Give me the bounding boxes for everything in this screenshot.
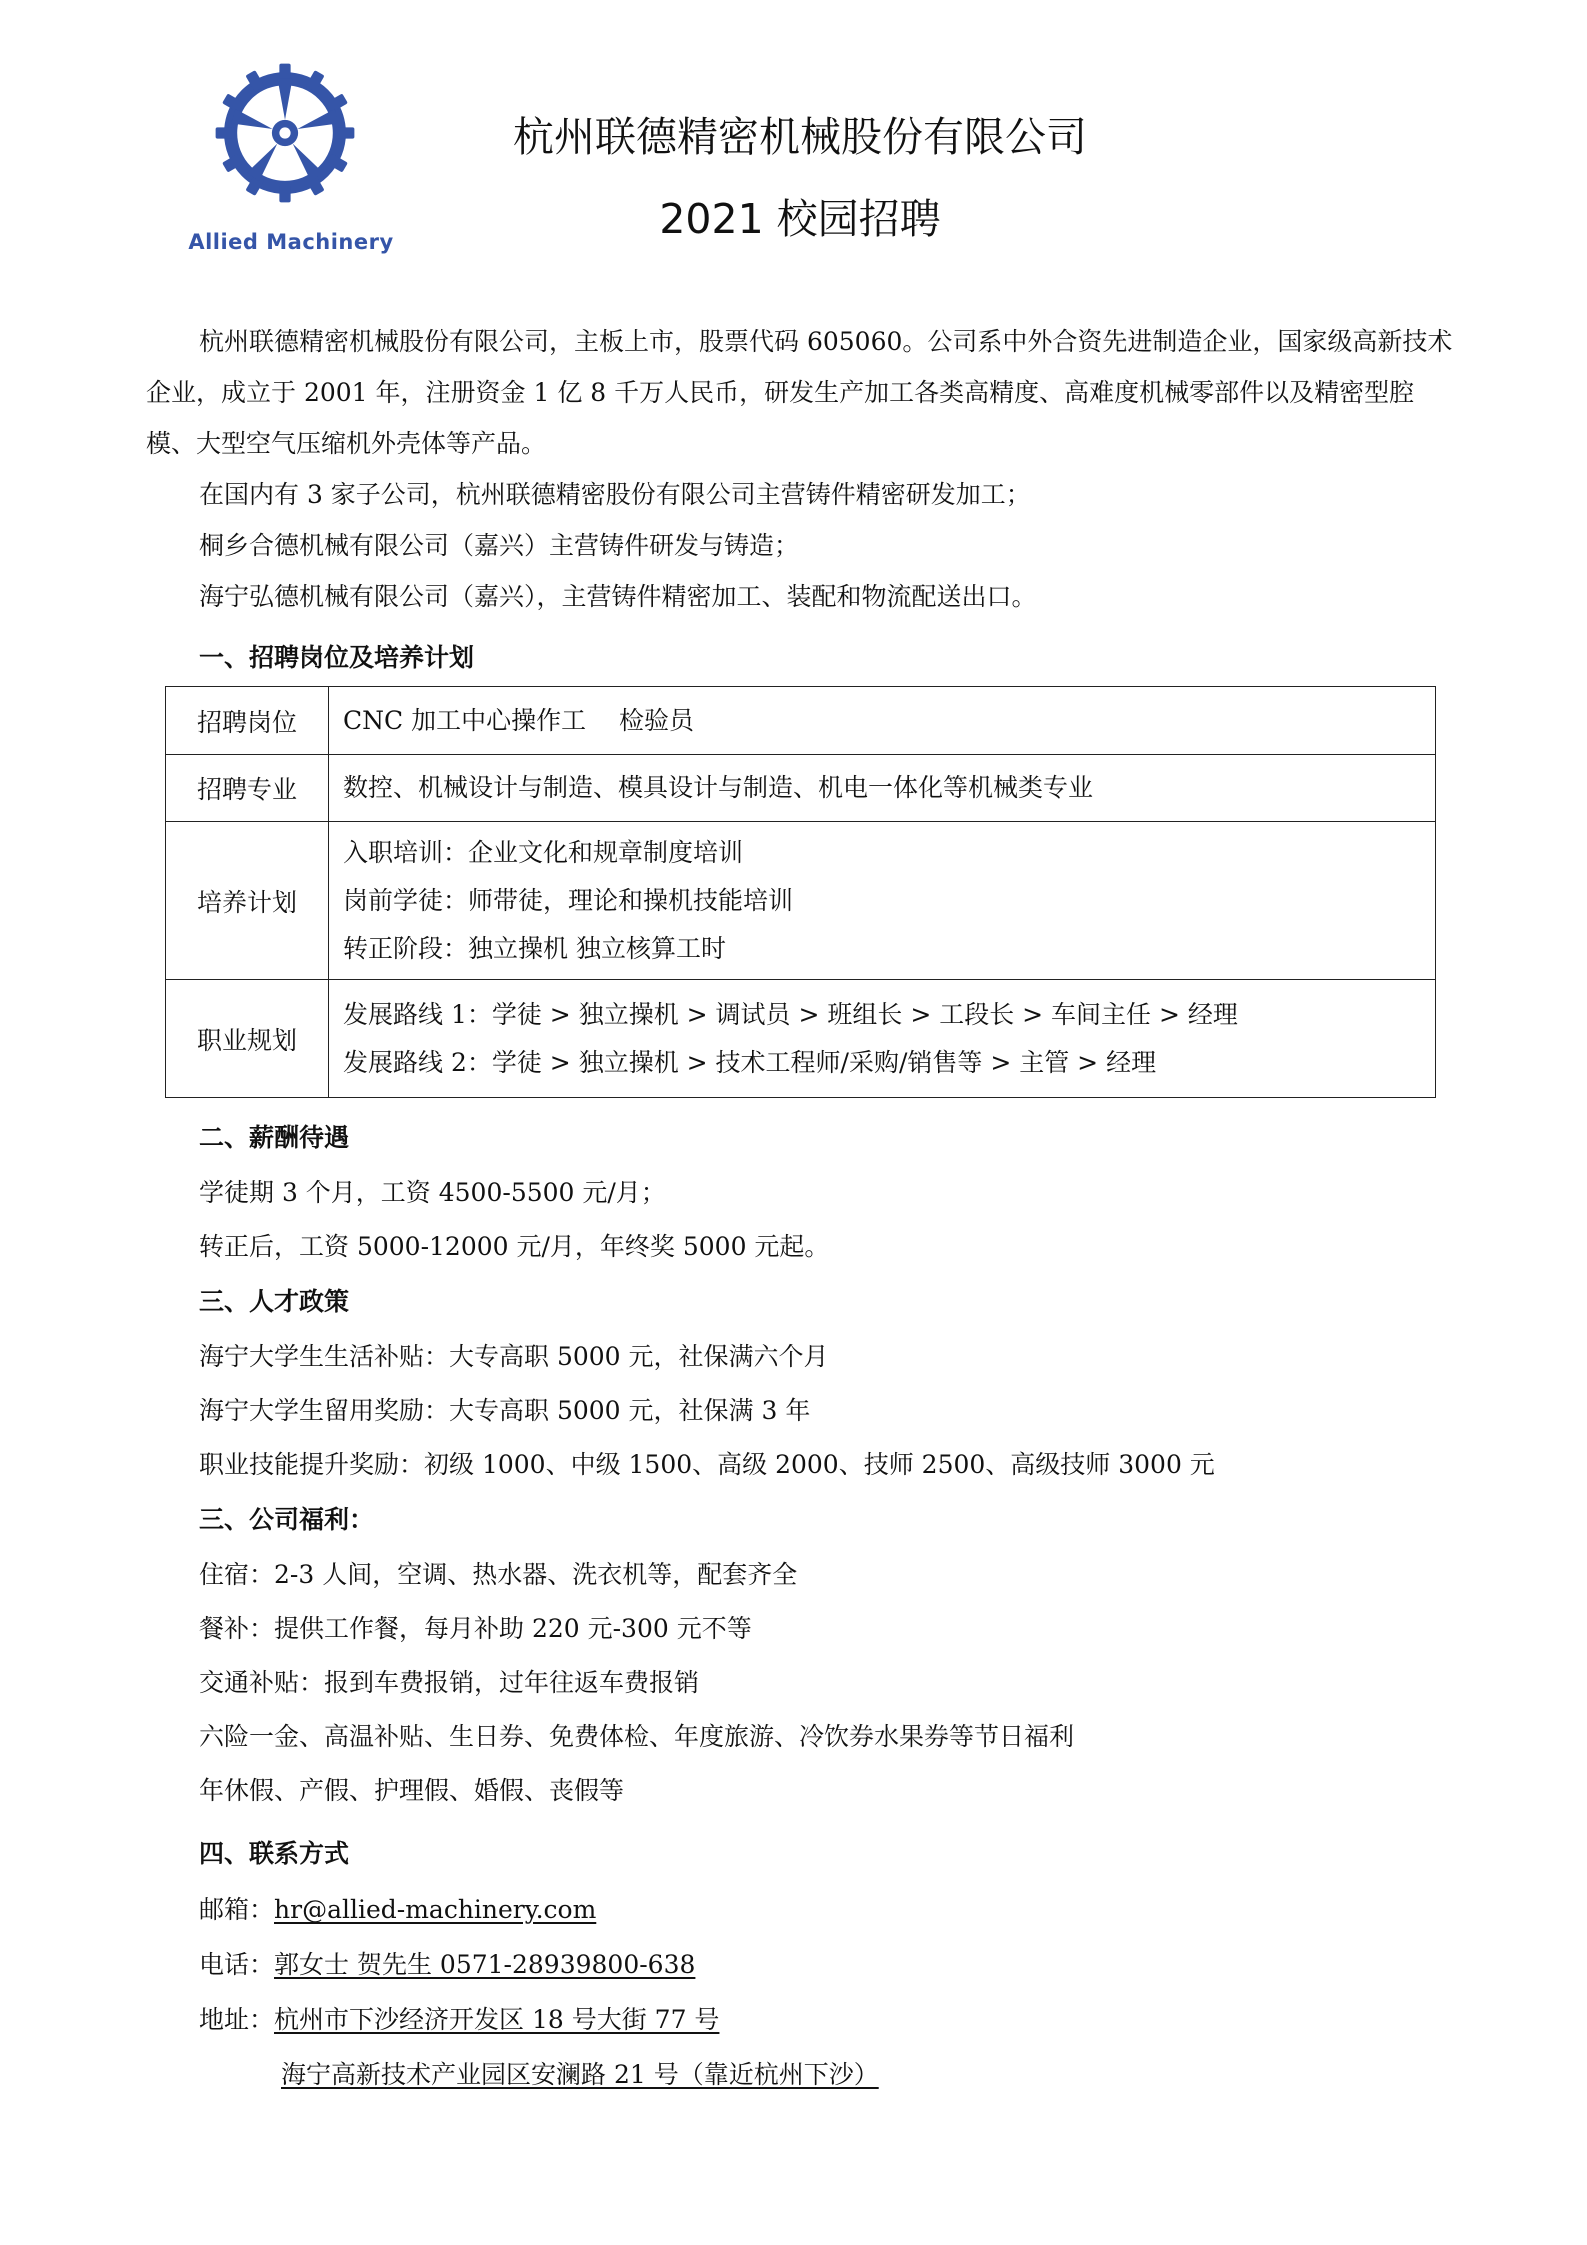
cell-line: 岗前学徒：师带徒，理论和操机技能培训 [343,885,794,915]
section-heading-positions: 一、招聘岗位及培养计划 [199,643,475,672]
cell-line: CNC 加工中心操作工 检验员 [343,705,695,735]
list-item: 学徒期 3 个月，工资 4500-5500 元/月； [199,1178,666,1207]
phone-label: 电话： [199,1950,275,1979]
phone-value: 郭女士 贺先生 0571-28939800-638 [274,1950,696,1979]
email-label: 邮箱： [199,1895,275,1924]
table-row [166,980,1436,1098]
list-item: 六险一金、高温补贴、生日券、免费体检、年度旅游、冷饮券水果券等节日福利 [199,1722,1075,1751]
email-link[interactable]: hr@allied-machinery.com [274,1895,597,1924]
contact-phone [146,1937,1456,1992]
cell-line: 入职培训：企业文化和规章制度培训 [343,837,744,867]
recruitment-table [165,686,1436,1098]
address-label: 地址： [199,2005,275,2034]
intro-paragraph: 杭州联德精密机械股份有限公司，主板上市，股票代码 605060。公司系中外合资先进制造企业，国家级高新技术企业，成立于 2001 年，注册资金 1 亿 8 千万人民币，研发生产加工各类高精度、高难度机械零部件以及精密型腔模、大型空气压缩机外壳体等产品。 [146,327,1453,458]
address-line-1: 杭州市下沙经济开发区 18 号大街 77 号 [274,2005,720,2034]
row-label: 招聘岗位 [166,687,329,755]
list-item: 交通补贴：报到车费报销，过年往返车费报销 [199,1668,700,1697]
table-row [166,822,1436,980]
section-heading-contact: 四、联系方式 [199,1839,350,1868]
row-label: 职业规划 [166,980,329,1098]
list-item: 餐补：提供工作餐，每月补助 220 元-300 元不等 [199,1614,752,1643]
cell-line: 发展路线 1：学徒 > 独立操机 > 调试员 > 班组长 > 工段长 > 车间主任 > 经理 [343,999,1238,1029]
row-label: 培养计划 [166,822,329,980]
contact-address [146,1992,1456,2047]
section-heading-benefits: 三、公司福利： [199,1505,375,1534]
cell-line: 转正阶段：独立操机 独立核算工时 [343,933,726,963]
cell-line: 数控、机械设计与制造、模具设计与制造、机电一体化等机械类专业 [343,773,1094,802]
list-item: 转正后，工资 5000-12000 元/月，年终奖 5000 元起。 [199,1232,830,1261]
table-row [166,687,1436,755]
contact-address-2 [146,2047,1456,2102]
section-heading-salary: 二、薪酬待遇 [199,1123,350,1152]
logo-text: Allied Machinery [188,230,394,254]
gear-wheel-icon [210,58,360,208]
list-item: 海宁大学生留用奖励：大专高职 5000 元，社保满 3 年 [199,1396,811,1425]
intro-line: 海宁弘德机械有限公司（嘉兴），主营铸件精密加工、装配和物流配送出口。 [199,582,1037,611]
row-value [329,822,1436,980]
company-title: 杭州联德精密机械股份有限公司 [513,113,1087,161]
section-heading-talent: 三、人才政策 [199,1287,350,1316]
row-label: 招聘专业 [166,755,329,822]
row-value [329,980,1436,1098]
document-body [146,316,1456,2102]
cell-line: 发展路线 2：学徒 > 独立操机 > 技术工程师/采购/销售等 > 主管 > 经理 [343,1047,1157,1077]
row-value [329,687,1436,755]
intro-section [146,316,1456,622]
row-value [329,755,1436,822]
list-item: 年休假、产假、护理假、婚假、丧假等 [199,1776,625,1805]
company-logo [176,58,406,268]
address-line-2: 海宁高新技术产业园区安澜路 21 号（靠近杭州下沙） [281,2060,879,2089]
table-row [166,755,1436,822]
page-subtitle: 2021 校园招聘 [659,195,941,243]
contact-email [146,1882,1456,1937]
intro-line: 在国内有 3 家子公司，杭州联德精密股份有限公司主营铸件精密研发加工； [199,480,1031,509]
intro-line: 桐乡合德机械有限公司（嘉兴）主营铸件研发与铸造； [199,531,800,560]
list-item: 住宿：2-3 人间，空调、热水器、洗衣机等，配套齐全 [199,1560,798,1589]
list-item: 海宁大学生生活补贴：大专高职 5000 元，社保满六个月 [199,1342,829,1371]
list-item: 职业技能提升奖励：初级 1000、中级 1500、高级 2000、技师 2500、高级技师 3000 元 [199,1450,1215,1479]
